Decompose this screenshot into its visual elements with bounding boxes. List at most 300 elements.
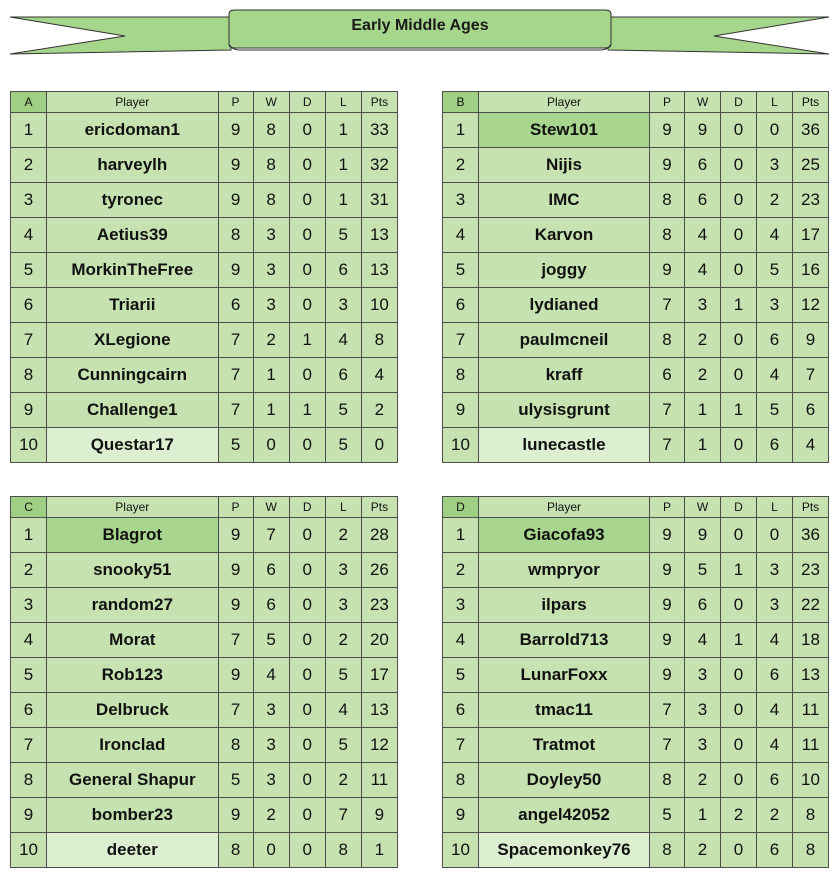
player-name-cell: Ironclad	[47, 728, 218, 763]
player-name-cell: harveylh	[47, 148, 218, 183]
table-row	[443, 358, 829, 393]
position-cell: 2	[11, 148, 47, 183]
column-header-lost: L	[757, 497, 793, 518]
stat-cell-l: 0	[757, 113, 793, 148]
table-row	[11, 518, 398, 553]
position-cell: 10	[11, 833, 47, 868]
stat-cell-w: 1	[685, 393, 721, 428]
stat-cell-w: 1	[253, 393, 289, 428]
stat-cell-w: 3	[253, 693, 289, 728]
table-row	[443, 693, 829, 728]
position-cell: 6	[443, 693, 479, 728]
stat-cell-d: 0	[721, 428, 757, 463]
table-row	[443, 588, 829, 623]
table-row	[11, 253, 398, 288]
stat-cell-p: 8	[650, 833, 685, 868]
stat-cell-p: 9	[650, 253, 685, 288]
table-row	[443, 113, 829, 148]
table-row	[443, 798, 829, 833]
stat-cell-d: 0	[721, 358, 757, 393]
stat-cell-p: 9	[650, 623, 685, 658]
stat-cell-pts: 7	[793, 358, 829, 393]
position-cell: 4	[443, 623, 479, 658]
stat-cell-l: 5	[325, 728, 361, 763]
table-row	[11, 623, 398, 658]
stat-cell-d: 0	[721, 658, 757, 693]
stat-cell-l: 3	[757, 148, 793, 183]
stat-cell-p: 7	[650, 728, 685, 763]
stat-cell-pts: 36	[793, 518, 829, 553]
player-name-cell: Delbruck	[47, 693, 218, 728]
player-name-cell: kraff	[479, 358, 650, 393]
stat-cell-w: 3	[685, 658, 721, 693]
stat-cell-l: 6	[757, 833, 793, 868]
stat-cell-w: 6	[685, 148, 721, 183]
table-row	[443, 518, 829, 553]
stat-cell-l: 8	[325, 833, 361, 868]
stat-cell-w: 4	[685, 623, 721, 658]
stat-cell-l: 6	[757, 658, 793, 693]
stat-cell-pts: 9	[793, 323, 829, 358]
stat-cell-w: 8	[253, 148, 289, 183]
stat-cell-pts: 16	[793, 253, 829, 288]
player-name-cell: Nijis	[479, 148, 650, 183]
group-letter: A	[11, 92, 47, 113]
player-name-cell: tmac11	[479, 693, 650, 728]
position-cell: 1	[11, 518, 47, 553]
stat-cell-p: 7	[650, 288, 685, 323]
stat-cell-pts: 11	[793, 693, 829, 728]
stat-cell-pts: 8	[793, 833, 829, 868]
position-cell: 3	[11, 588, 47, 623]
table-row	[443, 288, 829, 323]
stat-cell-p: 7	[218, 358, 253, 393]
table-row	[443, 393, 829, 428]
position-cell: 8	[443, 763, 479, 798]
column-header-won: W	[253, 497, 289, 518]
stat-cell-d: 0	[721, 253, 757, 288]
stat-cell-d: 0	[289, 553, 325, 588]
stat-cell-w: 6	[253, 553, 289, 588]
stat-cell-w: 1	[685, 798, 721, 833]
stat-cell-d: 0	[289, 798, 325, 833]
stat-cell-pts: 26	[361, 553, 397, 588]
table-row	[11, 148, 398, 183]
stat-cell-d: 0	[721, 148, 757, 183]
stat-cell-l: 4	[325, 323, 361, 358]
player-name-cell: joggy	[479, 253, 650, 288]
player-name-cell: angel42052	[479, 798, 650, 833]
stat-cell-pts: 2	[361, 393, 397, 428]
column-header-player: Player	[479, 497, 650, 518]
column-header-points: Pts	[361, 497, 397, 518]
stat-cell-pts: 23	[793, 553, 829, 588]
table-row	[11, 323, 398, 358]
table-row	[11, 183, 398, 218]
stat-cell-pts: 23	[793, 183, 829, 218]
column-header-lost: L	[325, 92, 361, 113]
player-name-cell: Morat	[47, 623, 218, 658]
stat-cell-l: 3	[757, 553, 793, 588]
player-name-cell: ilpars	[479, 588, 650, 623]
stat-cell-d: 0	[721, 728, 757, 763]
position-cell: 5	[11, 253, 47, 288]
stat-cell-pts: 10	[361, 288, 397, 323]
player-name-cell: IMC	[479, 183, 650, 218]
table-row	[443, 148, 829, 183]
stat-cell-p: 6	[218, 288, 253, 323]
stat-cell-w: 1	[253, 358, 289, 393]
stat-cell-d: 0	[289, 288, 325, 323]
position-cell: 3	[11, 183, 47, 218]
position-cell: 9	[443, 393, 479, 428]
player-name-cell: random27	[47, 588, 218, 623]
stat-cell-p: 9	[650, 518, 685, 553]
position-cell: 1	[443, 113, 479, 148]
stat-cell-l: 4	[757, 693, 793, 728]
stat-cell-d: 0	[289, 148, 325, 183]
table-row	[443, 763, 829, 798]
stat-cell-pts: 4	[793, 428, 829, 463]
stat-cell-l: 4	[757, 218, 793, 253]
table-row	[11, 728, 398, 763]
stat-cell-pts: 4	[361, 358, 397, 393]
stat-cell-w: 0	[253, 428, 289, 463]
stat-cell-pts: 12	[793, 288, 829, 323]
stat-cell-p: 9	[218, 518, 253, 553]
stat-cell-p: 8	[650, 218, 685, 253]
stat-cell-w: 8	[253, 113, 289, 148]
group-a-table	[10, 91, 398, 463]
player-name-cell: snooky51	[47, 553, 218, 588]
stat-cell-p: 5	[218, 428, 253, 463]
stat-cell-d: 0	[721, 588, 757, 623]
player-name-cell: lunecastle	[479, 428, 650, 463]
stat-cell-p: 8	[218, 728, 253, 763]
stat-cell-pts: 18	[793, 623, 829, 658]
player-name-cell: Barrold713	[479, 623, 650, 658]
stat-cell-d: 0	[289, 658, 325, 693]
position-cell: 3	[443, 588, 479, 623]
stat-cell-pts: 28	[361, 518, 397, 553]
stat-cell-p: 5	[218, 763, 253, 798]
stat-cell-l: 0	[757, 518, 793, 553]
player-name-cell: bomber23	[47, 798, 218, 833]
stat-cell-p: 7	[218, 323, 253, 358]
position-cell: 6	[11, 288, 47, 323]
player-name-cell: Blagrot	[47, 518, 218, 553]
stat-cell-pts: 9	[361, 798, 397, 833]
stat-cell-pts: 13	[361, 693, 397, 728]
stat-cell-l: 2	[325, 518, 361, 553]
position-cell: 1	[11, 113, 47, 148]
stat-cell-pts: 13	[793, 658, 829, 693]
stat-cell-pts: 31	[361, 183, 397, 218]
stat-cell-p: 9	[218, 183, 253, 218]
player-name-cell: Aetius39	[47, 218, 218, 253]
column-header-lost: L	[757, 92, 793, 113]
stat-cell-p: 7	[218, 623, 253, 658]
table-row	[11, 288, 398, 323]
position-cell: 9	[443, 798, 479, 833]
stat-cell-d: 0	[289, 253, 325, 288]
stat-cell-pts: 11	[793, 728, 829, 763]
table-row	[11, 358, 398, 393]
stat-cell-w: 3	[253, 218, 289, 253]
stat-cell-p: 7	[650, 428, 685, 463]
stat-cell-d: 0	[289, 113, 325, 148]
stat-cell-w: 2	[685, 763, 721, 798]
stat-cell-l: 5	[325, 658, 361, 693]
stat-cell-d: 1	[721, 553, 757, 588]
table-row	[443, 323, 829, 358]
position-cell: 6	[11, 693, 47, 728]
stat-cell-pts: 12	[361, 728, 397, 763]
position-cell: 1	[443, 518, 479, 553]
stat-cell-d: 0	[721, 693, 757, 728]
position-cell: 10	[443, 833, 479, 868]
stat-cell-w: 0	[253, 833, 289, 868]
stat-cell-w: 3	[685, 288, 721, 323]
player-name-cell: Questar17	[47, 428, 218, 463]
stat-cell-p: 8	[650, 763, 685, 798]
stat-cell-w: 3	[253, 763, 289, 798]
stat-cell-w: 6	[685, 183, 721, 218]
column-header-won: W	[685, 497, 721, 518]
column-header-player: Player	[47, 92, 218, 113]
position-cell: 2	[443, 148, 479, 183]
stat-cell-w: 3	[253, 288, 289, 323]
player-name-cell: General Shapur	[47, 763, 218, 798]
stat-cell-p: 9	[650, 148, 685, 183]
position-cell: 2	[443, 553, 479, 588]
stat-cell-p: 7	[650, 393, 685, 428]
table-row	[11, 113, 398, 148]
table-row	[11, 798, 398, 833]
stat-cell-pts: 6	[793, 393, 829, 428]
stat-cell-p: 9	[218, 113, 253, 148]
stat-cell-w: 1	[685, 428, 721, 463]
table-row	[443, 428, 829, 463]
column-header-won: W	[253, 92, 289, 113]
player-name-cell: Giacofa93	[479, 518, 650, 553]
stat-cell-l: 6	[325, 253, 361, 288]
stat-cell-d: 1	[721, 288, 757, 323]
stat-cell-d: 1	[721, 393, 757, 428]
player-name-cell: Rob123	[47, 658, 218, 693]
stat-cell-w: 2	[685, 358, 721, 393]
table-row	[443, 183, 829, 218]
stat-cell-d: 2	[721, 798, 757, 833]
column-header-played: P	[218, 92, 253, 113]
column-header-played: P	[218, 497, 253, 518]
player-name-cell: lydianed	[479, 288, 650, 323]
player-name-cell: Stew101	[479, 113, 650, 148]
player-name-cell: XLegione	[47, 323, 218, 358]
stat-cell-pts: 17	[793, 218, 829, 253]
stat-cell-l: 1	[325, 113, 361, 148]
stat-cell-d: 0	[721, 113, 757, 148]
player-name-cell: wmpryor	[479, 553, 650, 588]
column-header-drawn: D	[721, 92, 757, 113]
player-name-cell: Tratmot	[479, 728, 650, 763]
stat-cell-pts: 23	[361, 588, 397, 623]
column-header-played: P	[650, 497, 685, 518]
player-name-cell: Doyley50	[479, 763, 650, 798]
stat-cell-l: 5	[757, 393, 793, 428]
column-header-player: Player	[47, 497, 218, 518]
stat-cell-d: 0	[721, 518, 757, 553]
stat-cell-w: 9	[685, 518, 721, 553]
header-row	[443, 497, 829, 518]
stat-cell-pts: 22	[793, 588, 829, 623]
player-name-cell: paulmcneil	[479, 323, 650, 358]
position-cell: 8	[443, 358, 479, 393]
player-name-cell: Spacemonkey76	[479, 833, 650, 868]
player-name-cell: LunarFoxx	[479, 658, 650, 693]
position-cell: 4	[11, 218, 47, 253]
stat-cell-p: 7	[218, 693, 253, 728]
stat-cell-d: 0	[721, 833, 757, 868]
stat-cell-l: 1	[325, 183, 361, 218]
stat-cell-pts: 8	[361, 323, 397, 358]
stat-cell-pts: 20	[361, 623, 397, 658]
group-letter: D	[443, 497, 479, 518]
position-cell: 3	[443, 183, 479, 218]
table-row	[11, 658, 398, 693]
column-header-drawn: D	[289, 92, 325, 113]
stat-cell-w: 4	[253, 658, 289, 693]
position-cell: 7	[11, 728, 47, 763]
stat-cell-p: 9	[218, 148, 253, 183]
player-name-cell: tyronec	[47, 183, 218, 218]
stat-cell-p: 5	[650, 798, 685, 833]
stat-cell-p: 9	[218, 553, 253, 588]
table-row	[11, 553, 398, 588]
stat-cell-w: 7	[253, 518, 289, 553]
stat-cell-d: 0	[289, 183, 325, 218]
stat-cell-d: 0	[289, 358, 325, 393]
stat-cell-pts: 13	[361, 253, 397, 288]
player-name-cell: deeter	[47, 833, 218, 868]
stat-cell-l: 2	[325, 623, 361, 658]
column-header-player: Player	[479, 92, 650, 113]
stat-cell-pts: 36	[793, 113, 829, 148]
stat-cell-l: 1	[325, 148, 361, 183]
stat-cell-l: 4	[325, 693, 361, 728]
player-name-cell: MorkinTheFree	[47, 253, 218, 288]
stat-cell-l: 5	[757, 253, 793, 288]
stat-cell-w: 3	[253, 253, 289, 288]
stat-cell-w: 2	[253, 798, 289, 833]
stat-cell-d: 0	[289, 218, 325, 253]
table-row	[11, 428, 398, 463]
page-title: Early Middle Ages	[351, 17, 489, 34]
stat-cell-d: 0	[289, 428, 325, 463]
table-row	[443, 253, 829, 288]
stat-cell-l: 3	[325, 553, 361, 588]
stat-cell-l: 7	[325, 798, 361, 833]
stat-cell-d: 0	[289, 693, 325, 728]
stat-cell-p: 9	[218, 253, 253, 288]
stat-cell-l: 5	[325, 428, 361, 463]
position-cell: 7	[11, 323, 47, 358]
stat-cell-p: 9	[650, 588, 685, 623]
stat-cell-d: 0	[721, 183, 757, 218]
position-cell: 10	[11, 428, 47, 463]
group-letter: C	[11, 497, 47, 518]
stat-cell-w: 2	[685, 833, 721, 868]
stat-cell-d: 0	[289, 623, 325, 658]
stat-cell-w: 5	[253, 623, 289, 658]
stat-cell-pts: 33	[361, 113, 397, 148]
player-name-cell: ericdoman1	[47, 113, 218, 148]
group-letter: B	[443, 92, 479, 113]
stat-cell-p: 9	[218, 798, 253, 833]
stat-cell-l: 6	[757, 763, 793, 798]
stat-cell-l: 5	[325, 218, 361, 253]
stat-cell-w: 3	[685, 693, 721, 728]
position-cell: 8	[11, 358, 47, 393]
group-b-table	[442, 91, 829, 463]
stat-cell-d: 0	[289, 588, 325, 623]
player-name-cell: Triarii	[47, 288, 218, 323]
stat-cell-l: 3	[325, 288, 361, 323]
stat-cell-l: 6	[757, 323, 793, 358]
table-row	[443, 658, 829, 693]
header-row	[11, 92, 398, 113]
column-header-drawn: D	[289, 497, 325, 518]
position-cell: 4	[443, 218, 479, 253]
player-name-cell: Karvon	[479, 218, 650, 253]
position-cell: 7	[443, 728, 479, 763]
stat-cell-p: 7	[218, 393, 253, 428]
stat-cell-d: 0	[289, 728, 325, 763]
stat-cell-w: 6	[685, 588, 721, 623]
stat-cell-d: 0	[721, 218, 757, 253]
stat-cell-w: 6	[253, 588, 289, 623]
position-cell: 2	[11, 553, 47, 588]
stat-cell-l: 3	[757, 588, 793, 623]
stat-cell-w: 9	[685, 113, 721, 148]
table-row	[11, 833, 398, 868]
player-name-cell: Cunningcairn	[47, 358, 218, 393]
stat-cell-p: 8	[650, 323, 685, 358]
column-header-points: Pts	[793, 497, 829, 518]
stat-cell-pts: 17	[361, 658, 397, 693]
stat-cell-d: 0	[289, 763, 325, 798]
stat-cell-p: 7	[650, 693, 685, 728]
position-cell: 10	[443, 428, 479, 463]
stat-cell-w: 8	[253, 183, 289, 218]
table-row	[443, 623, 829, 658]
header-row	[11, 497, 398, 518]
group-c-table	[10, 496, 398, 868]
stat-cell-d: 0	[289, 518, 325, 553]
column-header-lost: L	[325, 497, 361, 518]
column-header-points: Pts	[793, 92, 829, 113]
position-cell: 9	[11, 393, 47, 428]
stat-cell-d: 0	[721, 763, 757, 798]
table-row	[11, 218, 398, 253]
stat-cell-w: 2	[253, 323, 289, 358]
stat-cell-p: 9	[650, 113, 685, 148]
position-cell: 7	[443, 323, 479, 358]
stat-cell-l: 6	[757, 428, 793, 463]
stat-cell-pts: 10	[793, 763, 829, 798]
stat-cell-l: 3	[757, 288, 793, 323]
stat-cell-l: 2	[757, 798, 793, 833]
